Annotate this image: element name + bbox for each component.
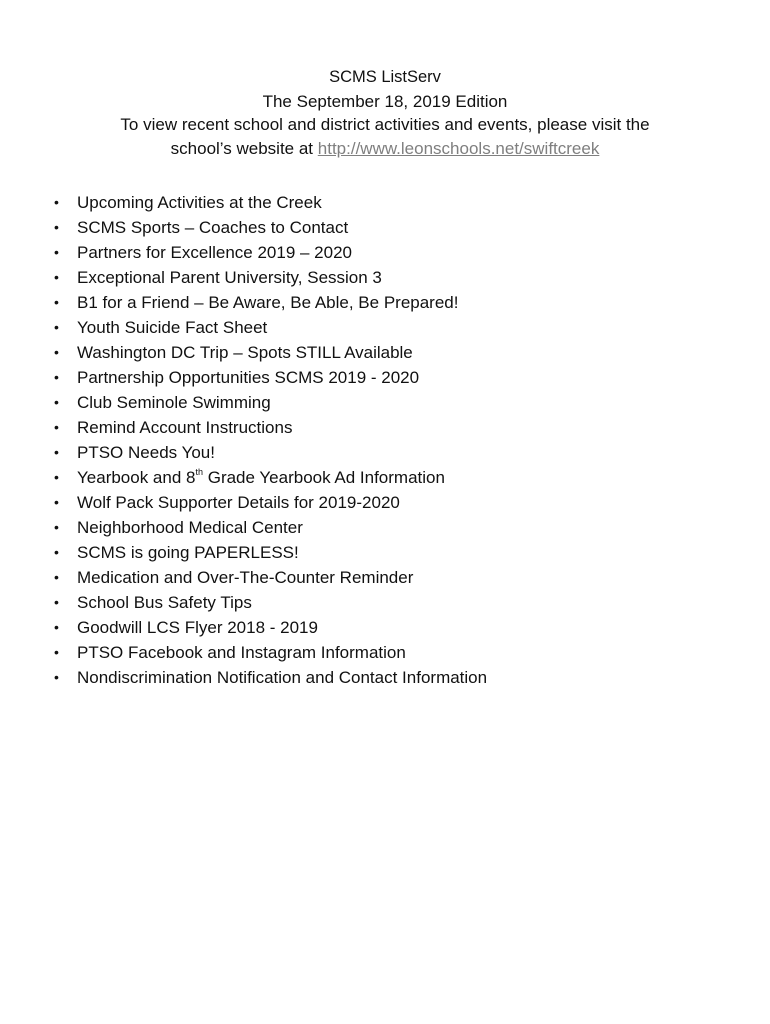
bullet-icon: • [54, 369, 59, 385]
list-item [52, 490, 487, 515]
edition-date: September 18, 2019 [296, 91, 451, 111]
list-item-text: PTSO Facebook and Instagram Information [77, 643, 406, 662]
bullet-icon: • [54, 494, 59, 510]
list-item [52, 265, 487, 290]
list-item-text: Exceptional Parent University, Session 3 [77, 268, 382, 287]
bullet-icon: • [54, 269, 59, 285]
bullet-icon: • [54, 394, 59, 410]
bullet-icon: • [54, 194, 59, 210]
list-item-text: Wolf Pack Supporter Details for 2019-2020 [77, 493, 400, 512]
newsletter-header [0, 66, 770, 160]
newsletter-title: SCMS ListServ [329, 68, 441, 86]
list-item [52, 415, 487, 440]
list-item [52, 590, 487, 615]
intro-line-1: To view recent school and district activities and events, please visit the [120, 115, 650, 134]
list-item [52, 565, 487, 590]
list-item-text: Partners for Excellence 2019 – 2020 [77, 243, 353, 262]
ordinal-superscript: th [195, 467, 203, 478]
bullet-icon: • [54, 244, 59, 260]
bullet-icon: • [54, 669, 59, 685]
list-item [52, 465, 487, 490]
list-item [52, 640, 487, 665]
list-item [52, 665, 487, 690]
list-item [52, 515, 487, 540]
list-item [52, 290, 487, 315]
school-website-link[interactable]: http://www.leonschools.net/swiftcreek [317, 138, 600, 158]
bullet-icon: • [54, 319, 59, 335]
list-item-text: B1 for a Friend – Be Aware, Be Able, Be Prepared! [77, 293, 459, 312]
list-item [52, 315, 487, 340]
list-item [52, 390, 487, 415]
list-item-text: SCMS is going PAPERLESS! [77, 543, 299, 562]
bullet-icon: • [54, 619, 59, 635]
list-item-text: Upcoming Activities at the Creek [77, 193, 322, 212]
list-item-text-before: Yearbook and 8 [77, 468, 196, 487]
list-item-text: Neighborhood Medical Center [77, 518, 303, 537]
list-item-text: Remind Account Instructions [77, 418, 293, 437]
list-item-text: Partnership Opportunities SCMS 2019 - 2020 [77, 368, 420, 387]
bullet-icon: • [54, 419, 59, 435]
list-item-text: Nondiscrimination Notification and Contact Information [77, 668, 488, 687]
edition-line [0, 90, 770, 114]
bullet-icon: • [54, 569, 59, 585]
bullet-icon: • [54, 519, 59, 535]
bullet-icon: • [54, 294, 59, 310]
list-item [52, 240, 487, 265]
list-item-text: Youth Suicide Fact Sheet [77, 318, 268, 337]
list-item-text: School Bus Safety Tips [77, 593, 252, 612]
list-item-text-after: Grade Yearbook Ad Information [203, 468, 445, 487]
list-item [52, 440, 487, 465]
list-item [52, 540, 487, 565]
bullet-icon: • [54, 594, 59, 610]
bullet-icon: • [54, 544, 59, 560]
bullet-icon: • [54, 219, 59, 235]
intro-line-2-prefix: school’s website at [170, 138, 318, 158]
list-item-text: Washington DC Trip – Spots STILL Available [77, 343, 413, 362]
edition-suffix: Edition [450, 91, 508, 111]
edition-prefix: The [262, 91, 297, 111]
list-item-text: Goodwill LCS Flyer 2018 - 2019 [77, 618, 318, 637]
bullet-icon: • [54, 344, 59, 360]
list-item-text: PTSO Needs You! [77, 443, 215, 462]
list-item [52, 615, 487, 640]
list-item-text: Medication and Over-The-Counter Reminder [77, 568, 414, 587]
bullet-icon: • [54, 644, 59, 660]
list-item [52, 215, 487, 240]
list-item [52, 190, 487, 215]
intro-line-2 [85, 137, 685, 161]
list-item-text: SCMS Sports – Coaches to Contact [77, 218, 349, 237]
list-item [52, 340, 487, 365]
bullet-icon: • [54, 469, 59, 485]
list-item-text: Club Seminole Swimming [77, 393, 271, 412]
list-item [52, 365, 487, 390]
contents-bullet-list [52, 190, 487, 690]
list-item-text [77, 468, 445, 487]
bullet-icon: • [54, 444, 59, 460]
